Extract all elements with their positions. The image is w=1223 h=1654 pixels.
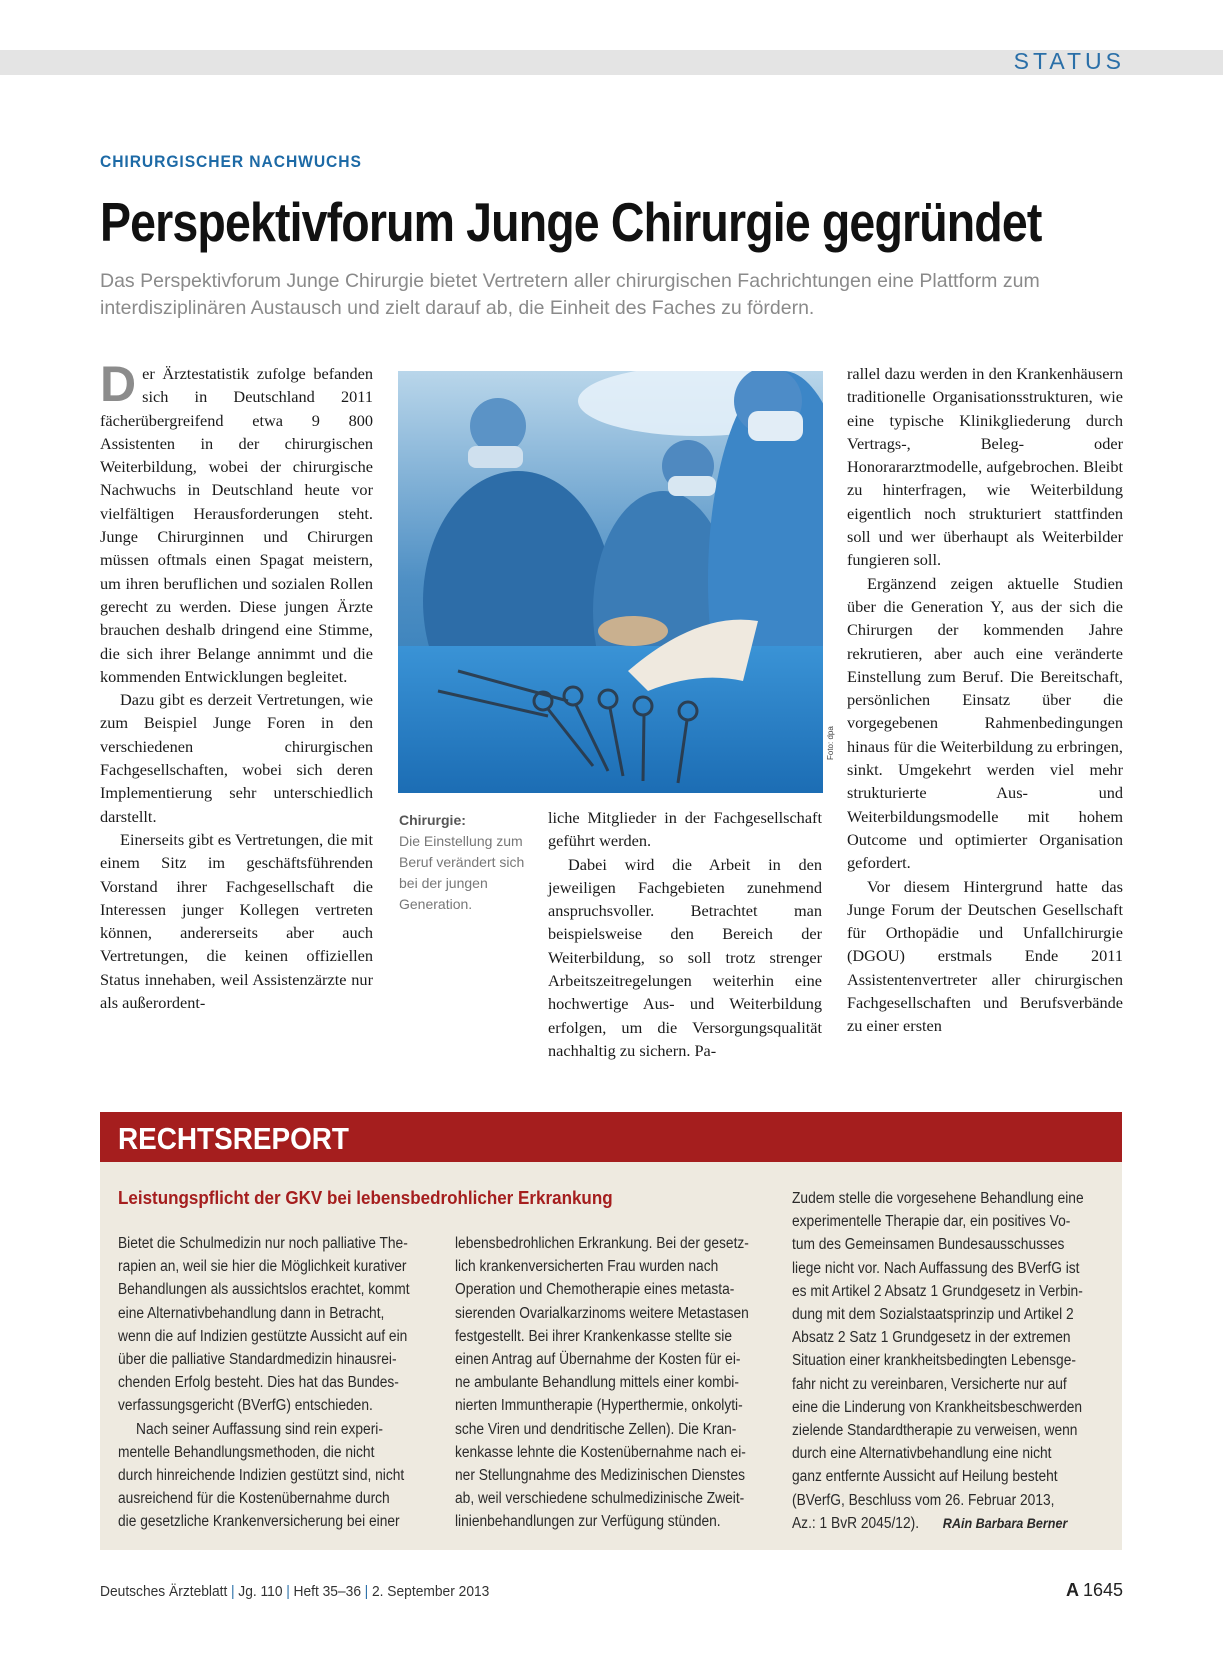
separator: | [231,1583,235,1600]
text-line: wenn die auf Indizien gestützte Aussicht auf ein [118,1327,408,1345]
paragraph: rallel dazu werden in den Krankenhäusern traditionelle Organisationsstrukturen, wie eine typische Klinikgliederung durch Vertrags-, Beleg- oder Honorararztmodelle, aufgebrochen. Bleibt zu hinterfragen, wie Weiterbildung eigentlich noch strukturiert stattfinden soll und wer überhaupt als Weiterbilder fungieren soll. [847,364,1123,570]
text-line: Absatz 2 Satz 1 Grundgesetz in der extremen [792,1329,1071,1347]
text-line: Behandlungen als aussichtslos erachtet, kommt [118,1281,410,1299]
separator: | [364,1583,369,1600]
text-line: rapien an, weil sie hier die Möglichkeit kurativer [118,1258,407,1276]
text-line: Nach seiner Auffassung sind rein experi- [136,1420,383,1438]
article-kicker: CHIRURGISCHER NACHWUCHS [100,152,362,171]
text-line: ner Stellungnahme des Medizinischen Dienstes [455,1467,746,1485]
text-line: festgestellt. Bei ihrer Krankenkasse stellte sie [455,1327,733,1345]
text-line: ganz entfernte Aussicht auf Heilung besteht [792,1468,1058,1486]
article-column-3 [847,362,1123,1038]
paragraph: Vor diesem Hintergrund hatte das Junge Forum der Deutschen Gesellschaft für Orthopädie und Unfallchirurgie (DGOU) erstmals Ende 2011 Assistentenvertreter aller chirurgischen Fachgesellschaften und Berufsverbände zu einer ersten [847,876,1123,1036]
text-line: eine Alternativbehandlung dann in Betracht, [118,1304,385,1322]
journal-volume: Jg. 110 [238,1583,283,1600]
text-line: über die palliative Standardmedizin hinausrei- [118,1351,397,1369]
journal-issue: Heft 35–36 [293,1583,362,1600]
rechtsreport-column-3 [792,1187,1112,1535]
paragraph: Einerseits gibt es Vertretungen, die mit einem Sitz im geschäftsführenden Vorstand ihrer Fachgesellschaft die Interessen junger Kollegen vertreten können, andererseits aber auch Vertretungen, die keinen offiziellen Status innehaben, weil Assistenzärzte nur als außerordent- [100,829,373,1013]
text-line: sche Viren und dendritische Zellen). Die Kran- [455,1420,737,1438]
author-signature: RAin Barbara Berner [942,1514,1068,1531]
text-line: kenkasse lehnte die Kostenübernahme nach ei- [455,1443,746,1461]
text-line: durch hinreichende Indizien gestützt sind, nicht [118,1467,405,1485]
article-column-1 [100,356,373,1014]
text-line: zielende Standardtherapie zu verweisen, wenn [792,1422,1078,1440]
text-line: nierten Immuntherapie (Hyperthermie, onkolyti- [455,1397,743,1415]
text-line: durch eine Alternativbehandlung eine nicht [792,1445,1052,1463]
text-line: ausreichend für die Kostenübernahme durch [118,1490,390,1508]
paragraph: Dazu gibt es derzeit Vertretungen, wie zum Beispiel Junge Foren in den verschiedenen chirurgischen Fachgesellschaften, wobei sich deren Implementierung sehr unterschiedlich darstellt. [100,690,373,826]
separator: | [286,1583,290,1600]
rechtsreport-title: RECHTSREPORT [118,1121,349,1156]
text-line: sierenden Ovarialkarzinoms weitere Metastasen [455,1304,749,1322]
page-prefix: A [1065,1580,1079,1600]
text-line [792,1512,1080,1535]
surgery-photo-image [398,371,823,793]
article-headline: Perspektivforum Junge Chirurgie gegründet [100,191,1042,253]
text-line: Bietet die Schulmedizin nur noch palliative The- [118,1235,408,1252]
text-line: liege nicht vor. Nach Auffassung des BVerfG ist [792,1259,1080,1277]
text-line: einen Antrag auf Übernahme der Kosten für ei- [455,1351,741,1369]
section-label: STATUS [1013,48,1125,74]
text-line: (BVerfG, Beschluss vom 26. Februar 2013, [792,1491,1055,1509]
photo-caption [399,810,529,915]
text-line: Zudem stelle die vorgesehene Behandlung eine [792,1190,1084,1207]
article-lead: Das Perspektivforum Junge Chirurgie bietet Vertretern aller chirurgischen Fachrichtungen eine Plattform zum interdisziplinären Austausch und zielt darauf ab, die Einheit des Faches zu fördern. [100,270,1040,319]
paragraph [100,356,373,688]
citation: Az.: 1 BvR 2045/12). [792,1514,920,1532]
paragraph: Dabei wird die Arbeit in den jeweiligen Fachgebieten zunehmend anspruchsvoller. Betrachtet man beispielsweise den Bereich der Weiterbildung, so soll trotz strenger Arbeitszeitregelungen weiterhin eine hochwertige Aus- und Weiterbildung erfolgen, um die Versorgungsqualität nachhaltig zu sichern. Pa- [548,854,822,1060]
text-line: experimentelle Therapie dar, ein positives Vo- [792,1213,1071,1231]
text-line: die gesetzliche Krankenversicherung bei einer [118,1513,400,1531]
journal-date: 2. September 2013 [371,1583,490,1600]
rechtsreport-column-1 [118,1232,438,1534]
paragraph-text: er Ärztestatistik zufolge befanden sich in Deutschland 2011 fächerübergreifend etwa 9 800 Assistenten in der chirurgischen Weiterbildung, wobei der chirurgische Nachwuchs in Deutschland heute vor vielfältigen Herausforderungen steht. Junge Chirurginnen und Chirurgen müssen oftmals einen Spagat meistern, um ihren beruflichen und sozialen Rollen gerecht zu werden. Diese jungen Ärzte brauchen deshalb dringend eine Stimme, die sich ihrer Belange annimmt und die kommenden Entwicklungen begleitet. [100,364,373,686]
text-line: lebensbedrohlichen Erkrankung. Bei der gesetz- [455,1235,749,1252]
text-line: lich krankenversicherten Frau wurden nach [455,1258,719,1276]
text-line: fahr nicht zu vereinbaren, Versicherte nur auf [792,1375,1067,1393]
surgery-photo [398,371,823,793]
text-line: verfassungsgericht (BVerfG) entschieden. [118,1397,373,1415]
caption-text: Die Einstellung zum Beruf verändert sich bei der jungen Generation. [399,833,525,912]
rechtsreport-column-2 [455,1232,775,1534]
text-line: Operation und Chemotherapie eines metasta- [455,1281,735,1299]
text-line: eine die Linderung von Krankheitsbeschwerden [792,1398,1083,1416]
photo-credit: Foto: dpa [826,726,835,760]
text-line: ne ambulante Behandlung mittels einer kombi- [455,1374,739,1392]
article-column-2 [548,806,822,1062]
drop-cap: D [100,356,137,412]
text-line: es mit Artikel 2 Absatz 1 Grundgesetz in Verbin- [792,1282,1083,1300]
rechtsreport-subtitle: Leistungspflicht der GKV bei lebensbedrohlicher Erkrankung [118,1187,613,1208]
page-footer [100,1583,489,1600]
journal-name: Deutsches Ärzteblatt [100,1583,228,1600]
text-line: Situation einer krankheitsbedingten Lebensge- [792,1352,1076,1370]
text-line: dung mit dem Sozialstaatsprinzip und Artikel 2 [792,1306,1074,1324]
page-number-value: 1645 [1082,1580,1123,1600]
text-line: linienbehandlungen zur Verfügung stünden. [455,1513,721,1531]
text-line: chenden Erfolg besteht. Dies hat das Bundes- [118,1374,399,1392]
paragraph: liche Mitglieder in der Fachgesellschaft geführt werden. [548,808,822,851]
paragraph: Ergänzend zeigen aktuelle Studien über die Generation Y, aus der sich die Chirurgen der kommenden Jahre rekrutieren, aber auch eine veränderte Einstellung zum Beruf. Die Bereitschaft, persönlichen Einsatz über die vorgegebenen Rahmenbedingungen hinaus für die Weiterbildung zu erbringen, sinkt. Umgekehrt werden viel mehr strukturierte Aus- und Weiterbildungsmodelle mit hohem Outcome und optimierter Organisation gefordert. [847,573,1123,873]
text-line: tum des Gemeinsamen Bundesausschusses [792,1236,1065,1254]
text-line: ab, weil verschiedene schulmedizinische Zweit- [455,1490,745,1508]
caption-title: Chirurgie: [399,812,466,828]
text-line: mentelle Behandlungsmethoden, die nicht [118,1443,375,1461]
page-number [1066,1580,1123,1601]
